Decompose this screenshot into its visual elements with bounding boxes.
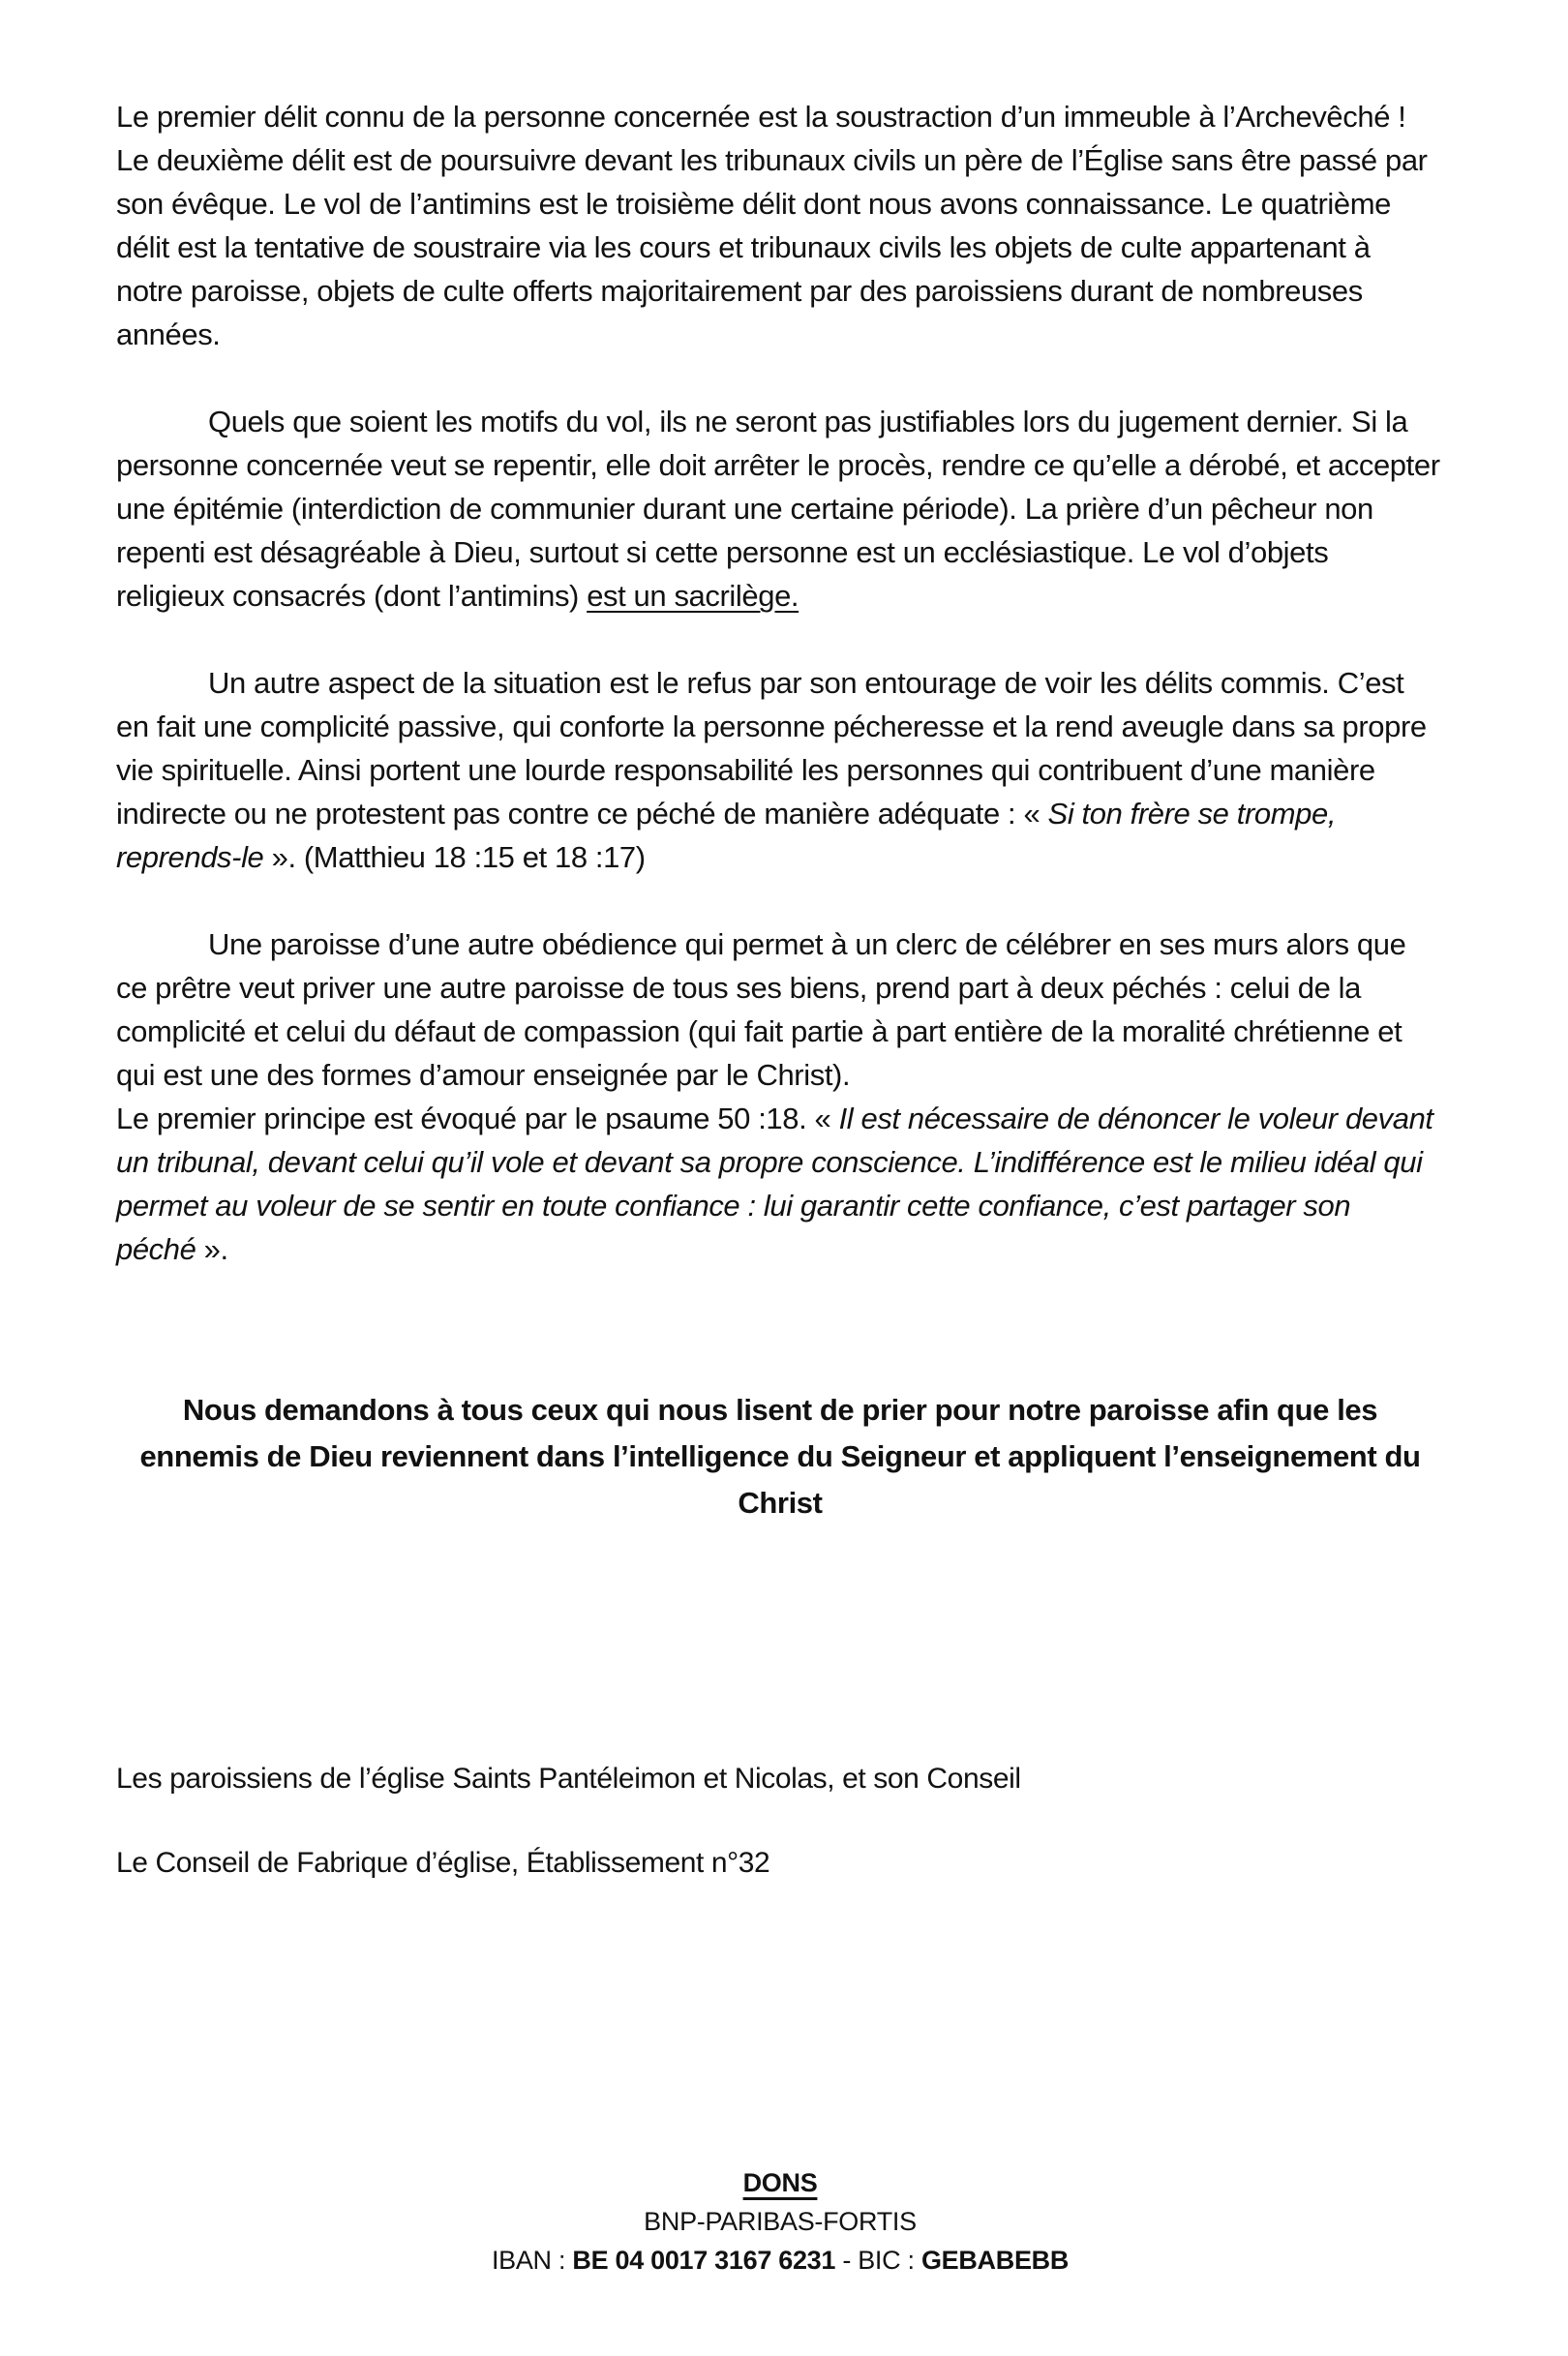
paragraph-entourage	[116, 661, 1444, 879]
underlined-sacrilege-text: est un sacrilège.	[587, 579, 799, 613]
paragraph-jugement	[116, 400, 1444, 618]
prayer-callout: Nous demandons à tous ceux qui nous lisent de prier pour notre paroisse afin que les ennemis de Dieu reviennent dans l’intelligence du Seigneur et appliquent l’enseignement du Christ	[139, 1393, 1421, 1520]
donations-title-text: DONS	[742, 2168, 818, 2197]
reference-matthieu: ». (Matthieu 18 :15 et 18 :17)	[263, 840, 646, 874]
quote-matthieu-italic: Si ton frère se trompe, reprends-le	[116, 797, 1337, 874]
paragraph-delits: Le premier délit connu de la personne concernée est la soustraction d’un immeuble à l’Archevêché ! Le deuxième délit est de poursuivre devant les tribunaux civils un père de l’Église sans être passé par son évêque. Le vol de l’antimins est le troisième délit dont nous avons connaissance. Le quatrième délit est la tentative de soustraire via les cours et tribunaux civils les objets de culte appartenant à notre paroisse, objets de culte offerts majoritairement par des paroissiens durant de nombreuses années.	[116, 100, 1428, 351]
paragraph-psaume	[116, 1097, 1444, 1271]
iban-line	[116, 2241, 1444, 2280]
bic-label: - BIC :	[835, 2246, 921, 2275]
paragraph-entourage-text: Un autre aspect de la situation est le refus par son entourage de voir les délits commis. C’est en fait une complicité passive, qui conforte la personne pécheresse et la rend aveugle dans sa propre vie spirituelle. Ainsi portent une lourde responsabilité les personnes qui contribuent d’une manière indirecte ou ne protestent pas contre ce péché de manière adéquate : «	[116, 666, 1427, 831]
quote-psaume-italic: Il est nécessaire de dénoncer le voleur devant un tribunal, devant celui qu’il vole et devant sa propre conscience. L’indifférence est le milieu idéal qui permet au voleur de se sentir en toute confiance : lui garantir cette confiance, c’est partager son péché	[116, 1102, 1433, 1266]
iban-value: BE 04 0017 3167 6231	[572, 2246, 836, 2275]
paragraph-jugement-text: Quels que soient les motifs du vol, ils ne seront pas justifiables lors du jugement dernier. Si la personne concernée veut se repentir, elle doit arrêter le procès, rendre ce qu’elle a dérobé, et accepter une épitémie (interdiction de communier durant une certaine période). La prière d’un pêcheur non repenti est désagréable à Dieu, surtout si cette personne est un ecclésiastique. Le vol d’objets religieux consacrés (dont l’antimins)	[116, 405, 1440, 613]
signature-parishioners: Les paroissiens de l’église Saints Pantéleimon et Nicolas, et son Conseil	[116, 1763, 1021, 1795]
donations-section	[116, 2163, 1444, 2280]
signature-council: Le Conseil de Fabrique d’église, Établissement n°32	[116, 1847, 770, 1879]
bic-value: GEBABEBB	[920, 2246, 1070, 2275]
iban-label: IBAN :	[491, 2246, 573, 2275]
paragraph-paroisse-obedience: Une paroisse d’une autre obédience qui permet à un clerc de célébrer en ses murs alors que ce prêtre veut priver une autre paroisse de tous ses biens, prend part à deux péchés : celui de la complicité et celui du défaut de compassion (qui fait partie à part entière de la moralité chrétienne et qui est une des formes d’amour enseignée par le Christ).	[116, 927, 1406, 1092]
bank-name: BNP-PARIBAS-FORTIS	[644, 2207, 917, 2236]
paragraph-psaume-intro: Le premier principe est évoqué par le psaume 50 :18. «	[116, 1102, 839, 1135]
quote-psaume-close: ».	[196, 1232, 228, 1266]
donations-title	[116, 2163, 1444, 2202]
